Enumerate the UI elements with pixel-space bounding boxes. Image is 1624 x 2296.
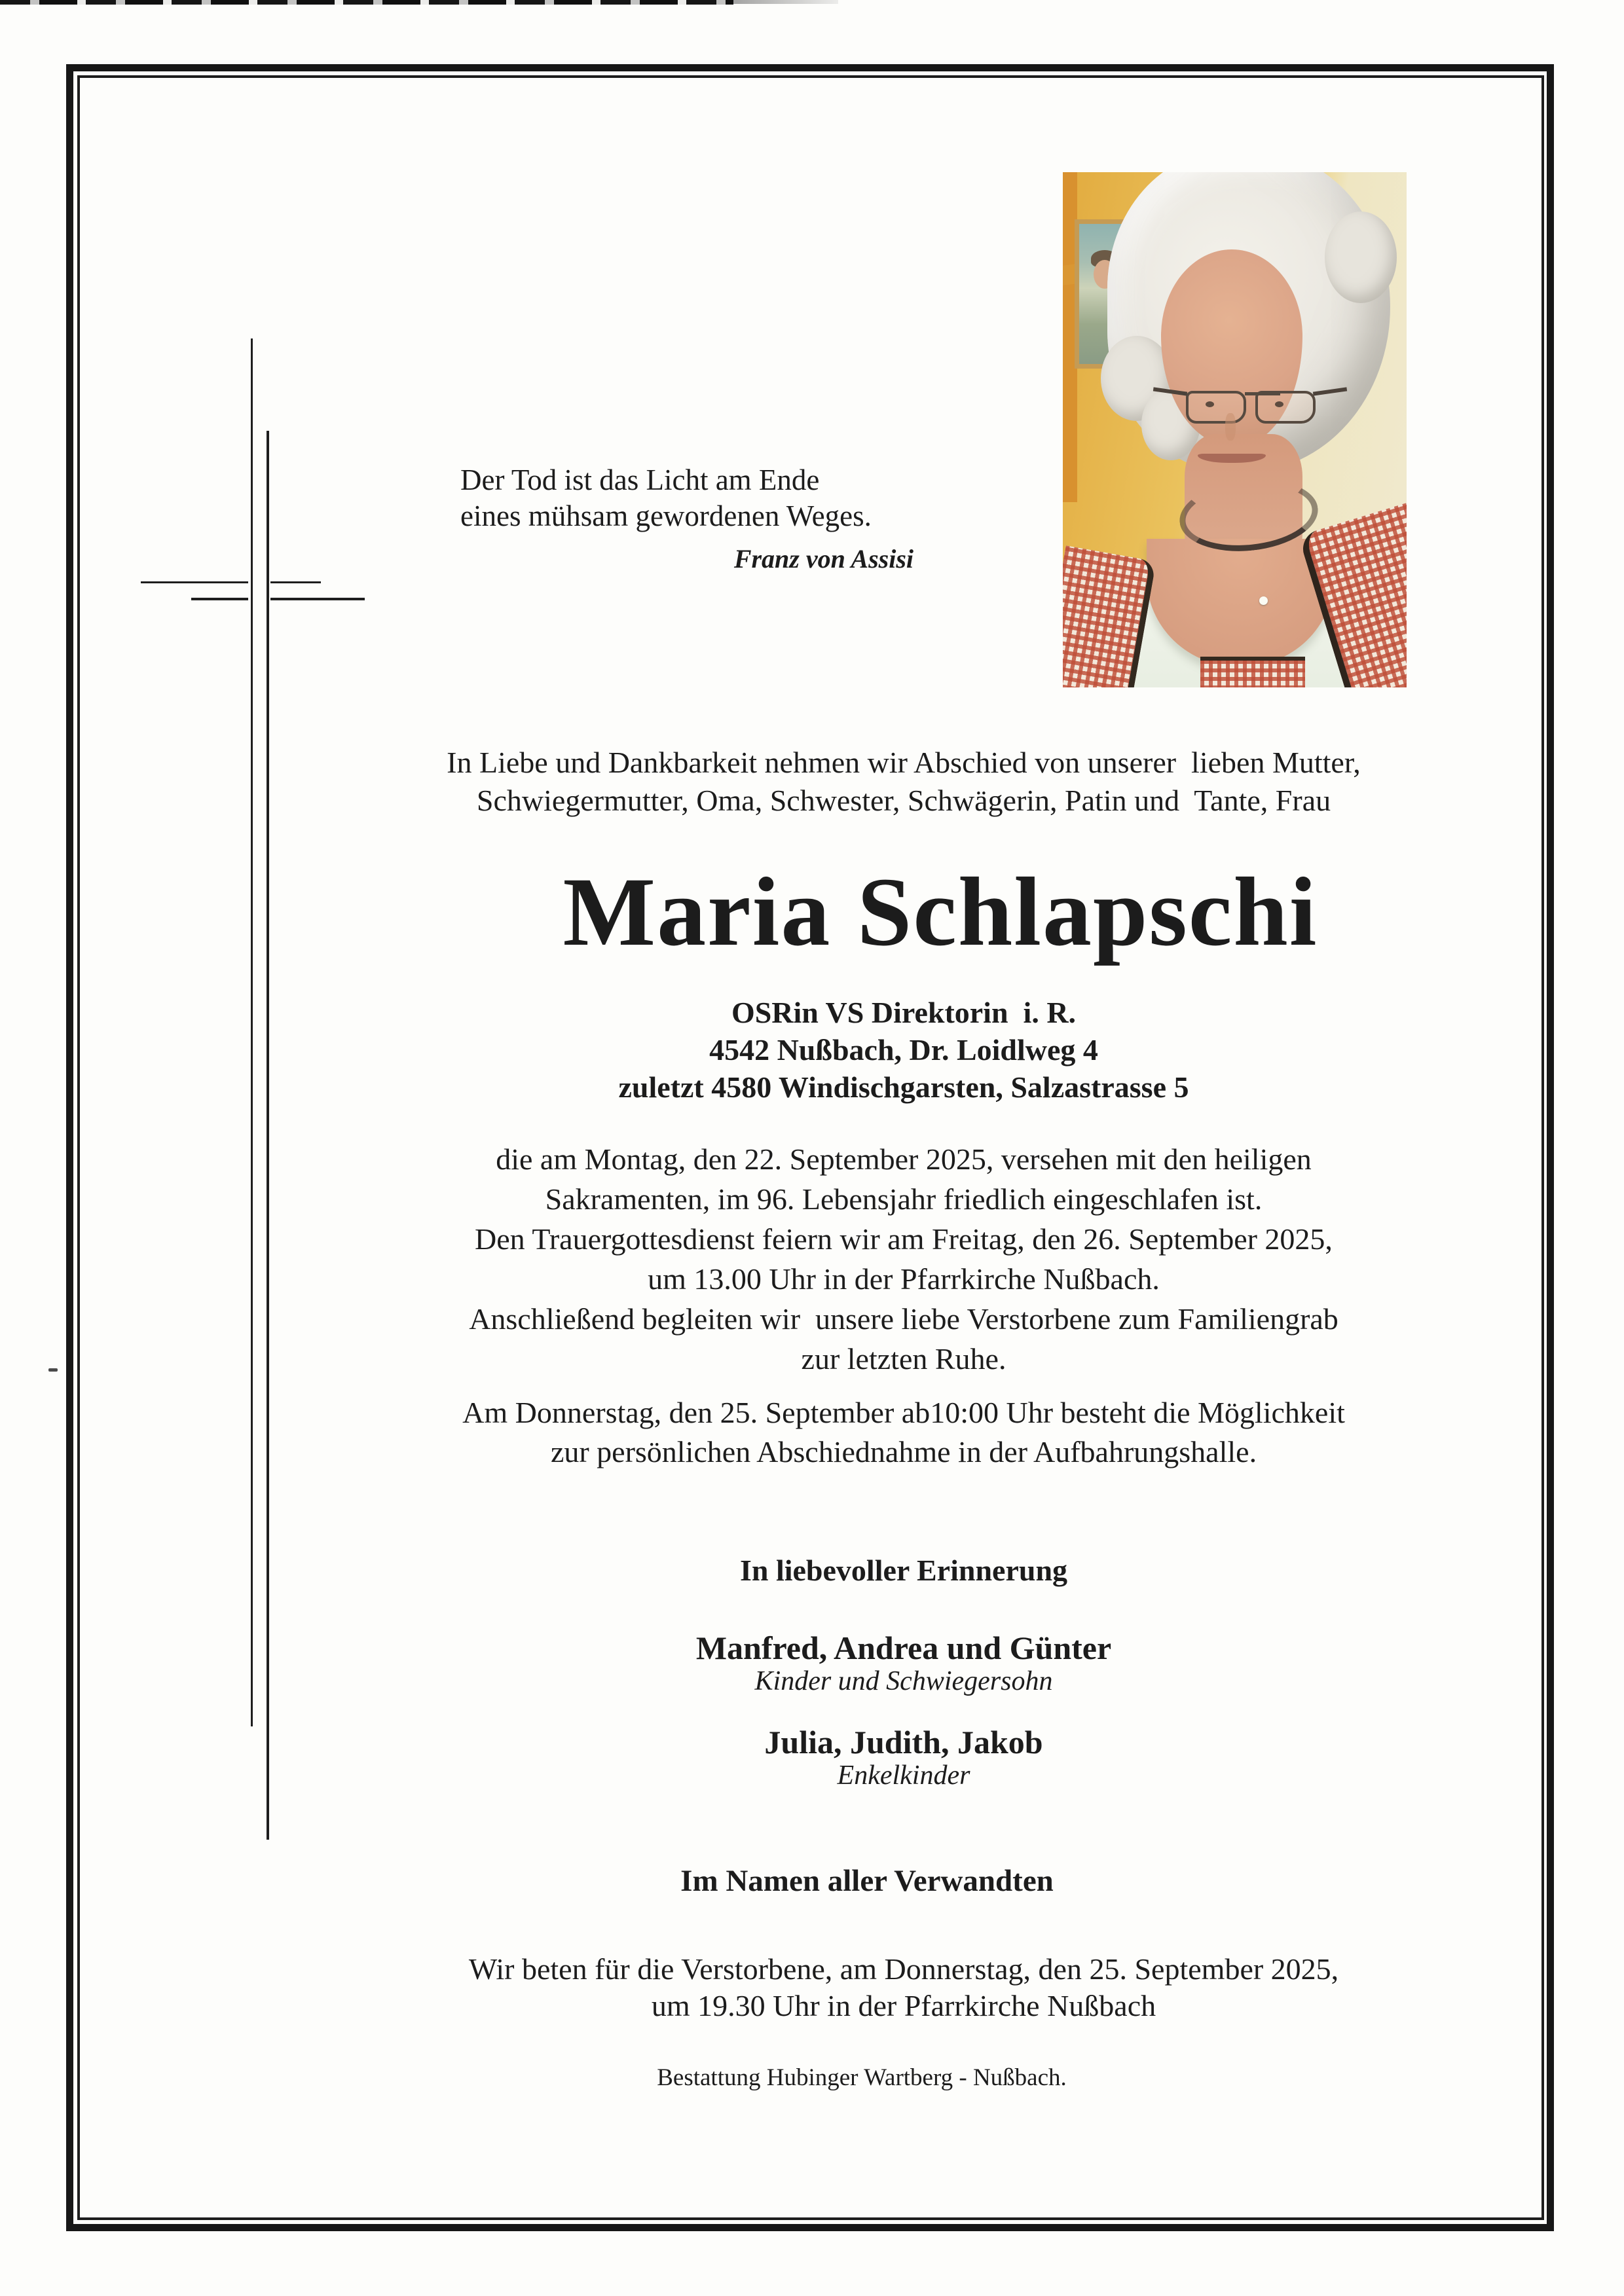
quote-block — [460, 462, 923, 577]
scan-artifact-smudge — [733, 0, 838, 4]
cross-horizontal-upper-right-segment — [270, 581, 321, 583]
body-line: Anschließend begleiten wir unsere liebe Verstorbene zum Familiengrab — [469, 1302, 1338, 1336]
right-eye — [1275, 401, 1283, 407]
viewing-paragraph — [341, 1393, 1467, 1472]
remembrance-closing: Im Namen aller Verwandten — [680, 1864, 1054, 1898]
body-line: die am Montag, den 22. September 2025, versehen mit den heiligen — [496, 1142, 1312, 1176]
remembrance-heading: In liebevoller Erinnerung — [739, 1554, 1068, 1587]
cross-vertical-line-right — [267, 431, 269, 1840]
prayer-paragraph — [341, 1951, 1467, 2024]
body-line: Sakramenten, im 96. Lebensjahr friedlich eingeschlafen ist. — [545, 1182, 1263, 1216]
deceased-details — [341, 994, 1467, 1106]
funeral-home-credit: Bestattung Hubinger Wartberg - Nußbach. — [657, 2064, 1067, 2091]
body-line: um 13.00 Uhr in der Pfarrkirche Nußbach. — [648, 1262, 1160, 1296]
announcement-intro — [341, 744, 1467, 820]
deceased-last-address: zuletzt 4580 Windischgarsten, Salzastrasse 5 — [618, 1070, 1189, 1104]
dirndl-bodice-center — [1200, 657, 1305, 687]
cross-horizontal-lower-right-segment — [270, 598, 365, 600]
cross-horizontal-lower-left-segment — [191, 598, 248, 600]
prayer-line: Wir beten für die Verstorbene, am Donnerstag, den 25. September 2025, — [468, 1952, 1339, 1986]
deceased-name: Maria Schlapschi — [563, 858, 1318, 966]
hair-curl-right — [1325, 211, 1397, 303]
cross-horizontal-upper-left-segment — [141, 581, 248, 583]
blouse-button — [1259, 596, 1268, 605]
scan-speck — [48, 1368, 58, 1372]
cross-vertical-line-left — [251, 338, 253, 1726]
body-line: zur letzten Ruhe. — [801, 1342, 1006, 1376]
quote-line: Der Tod ist das Licht am Ende — [460, 464, 820, 496]
glasses-icon — [1162, 387, 1313, 425]
glasses-right-lens — [1255, 391, 1316, 424]
quote-attribution: Franz von Assisi — [733, 544, 913, 574]
mourner-names: Manfred, Andrea und Günter — [695, 1630, 1112, 1666]
deceased-address: 4542 Nußbach, Dr. Loidlweg 4 — [709, 1033, 1098, 1066]
deceased-title: OSRin VS Direktorin i. R. — [731, 996, 1077, 1029]
viewing-line: Am Donnerstag, den 25. September ab10:00 Uhr besteht die Möglichkeit — [462, 1396, 1345, 1429]
body-line: Den Trauergottesdienst feiern wir am Freitag, den 26. September 2025, — [475, 1222, 1333, 1256]
scan-artifact-top-bar — [0, 0, 733, 5]
mourner-relation: Enkelkinder — [837, 1760, 970, 1791]
portrait-photo — [1063, 172, 1407, 687]
intro-line: In Liebe und Dankbarkeit nehmen wir Abschied von unserer lieben Mutter, — [447, 746, 1361, 779]
glasses-left-lens — [1186, 391, 1246, 424]
glasses-bridge — [1245, 392, 1280, 395]
intro-line: Schwiegermutter, Oma, Schwester, Schwägerin, Patin und Tante, Frau — [476, 784, 1331, 817]
announcement-body — [341, 1139, 1467, 1379]
nose-shadow — [1225, 413, 1236, 441]
mourner-names: Julia, Judith, Jakob — [764, 1724, 1043, 1760]
quote-line: eines mühsam gewordenen Weges. — [460, 500, 872, 532]
prayer-line: um 19.30 Uhr in der Pfarrkirche Nußbach — [651, 1989, 1156, 2022]
mourner-relation: Kinder und Schwiegersohn — [754, 1666, 1053, 1696]
left-eye — [1206, 401, 1214, 407]
viewing-line: zur persönlichen Abschiednahme in der Aufbahrungshalle. — [550, 1435, 1257, 1468]
